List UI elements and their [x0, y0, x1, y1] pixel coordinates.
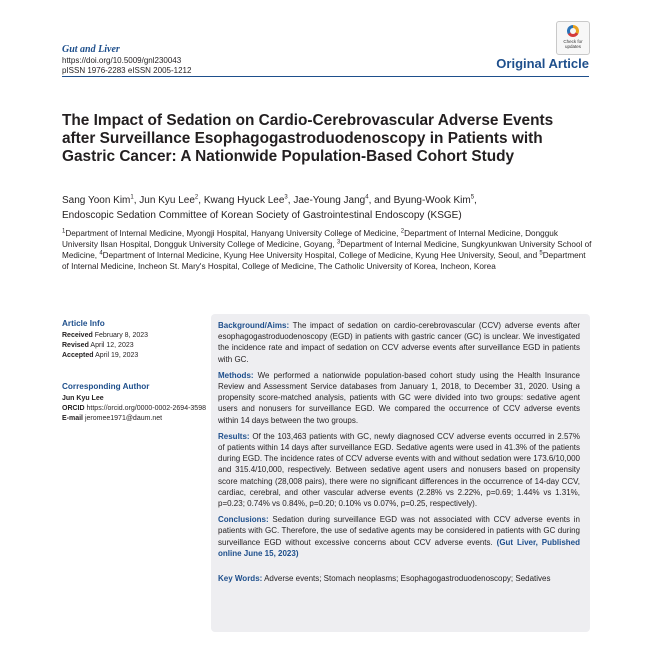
- email-row: [62, 414, 208, 424]
- affiliation: Department of Internal Medicine, Myongji Hospital, Hanyang University College of Medicine,: [65, 229, 401, 238]
- affiliation: Department of Internal Medicine, Incheon St. Mary's Hospital, College of Medicine, The Catholic University of Korea, Incheon, Korea: [62, 251, 586, 271]
- issn: pISSN 1976-2283 eISSN 2005-1212: [62, 66, 192, 75]
- abstract-keywords: [218, 573, 580, 584]
- email-link[interactable]: jeromee1971@daum.net: [84, 415, 163, 422]
- abstract-box: [211, 314, 590, 632]
- orcid-row: [62, 404, 208, 414]
- methods-label: Methods:: [218, 370, 254, 380]
- received-label: Received: [62, 332, 93, 339]
- author: Jae-Young Jang: [293, 195, 366, 206]
- accepted-row: [62, 351, 208, 361]
- abstract-background: [218, 320, 580, 365]
- orcid-link[interactable]: https://orcid.org/0000-0002-2694-3598: [86, 405, 206, 412]
- author-sep: ,: [198, 195, 204, 206]
- background-text: The impact of sedation on cardio-cerebrovascular (CCV) adverse events after esophagogastroduodenoscopy (EGD) in patients with gastric cancer (GC) is unclear. We investigated the incidence rate and impact of sedation on CCV adverse events after surveillance EGD in patients with GC.: [218, 321, 581, 364]
- corresponding-heading: Corresponding Author: [62, 382, 150, 391]
- author-sup: 1: [130, 194, 134, 201]
- received-row: [62, 331, 208, 341]
- journal-header: [62, 44, 191, 76]
- author-sup: 3: [284, 194, 288, 201]
- author: Kwang Hyuck Lee: [203, 195, 285, 206]
- affiliations: [62, 228, 592, 272]
- keywords-text: Adverse events; Stomach neoplasms; Esophagogastroduodenoscopy; Sedatives: [264, 574, 551, 584]
- affiliation: Department of Internal Medicine, Sungkyunkwan University School of Medicine,: [62, 240, 592, 260]
- conclusions-text: Sedation during surveillance EGD was not associated with CCV adverse events in patients with GC. Therefore, the use of sedative agents may be considered in patients with GC during surveillance EGD without excessive concerns about CCV adverse events.: [218, 515, 580, 547]
- citation: (Gut Liver, Published online June 15, 2023): [218, 537, 580, 558]
- affil-sup: 3: [336, 239, 341, 246]
- check-for-updates-badge[interactable]: [556, 21, 590, 55]
- corresponding-name: Jun Kyu Lee: [62, 395, 104, 402]
- affiliation: Department of Internal Medicine, Dongguk University Ilsan Hospital, Dongguk University College of Medicine, Goyang,: [62, 229, 558, 249]
- abstract-results: [218, 431, 580, 509]
- keywords-label: Key Words:: [218, 574, 263, 584]
- author: Jun Kyu Lee: [139, 195, 195, 206]
- author-sep: , and: [368, 195, 394, 206]
- revised-row: [62, 341, 208, 351]
- crossmark-icon: [567, 25, 579, 37]
- results-label: Results:: [218, 431, 250, 441]
- badge-label: Check for updates: [563, 39, 583, 49]
- journal-name: Gut and Liver: [62, 44, 120, 55]
- affil-sup: 5: [539, 250, 543, 257]
- results-text: Of the 103,463 patients with GC, newly diagnosed CCV adverse events occurred in 2.57% of patients within 14 days after surveillance EGD. Sedative agents were used in 41.3% of the patients during EGD. The incidence rates of CCV adverse events with and without sedation were 173.6/10,000 and 315.4/10,000, respectively. Between sedative agent users and nonusers based on propensity score matching (28,008 pairs), there were no significant differences in the occurrence of 14-day CCV, cardiac, cerebral, and other vascular adverse events (2.28% vs 2.22%, p=0.69; 1.44% vs 1.31%, p=0.23; 0.74% vs 0.84%, p=0.20; 0.10% vs 0.07%, p=0.25, respectively).: [218, 431, 580, 509]
- orcid-label: ORCID: [62, 405, 85, 412]
- revised-label: Revised: [62, 342, 89, 349]
- header-divider: [62, 76, 589, 77]
- author-block: [62, 193, 582, 223]
- author-list: [62, 193, 582, 208]
- email-label: E-mail: [62, 415, 84, 422]
- affil-sup: 1: [62, 228, 66, 235]
- abstract-methods: [218, 370, 580, 426]
- article-info-heading: Article Info: [62, 319, 105, 328]
- paper-title: The Impact of Sedation on Cardio-Cerebrovascular Adverse Events after Surveillance Esophagogastroduodenoscopy in Patients with Gastric Cancer: A Nationwide Population-Based Cohort Study: [62, 112, 554, 165]
- author-sup: 5: [470, 194, 475, 201]
- received-date: February 8, 2023: [94, 332, 149, 339]
- conclusions-label: Conclusions:: [218, 515, 269, 525]
- methods-text: We performed a nationwide population-based cohort study using the Health Insurance Review and Assessment Service databases from January 1, 2018, to December 31, 2020. Using a propensity score-matched analysis, patients with GC were divided into two groups: sedative agent users and nonusers for surveillance EGD. We compared the occurrence of CCV adverse events within 14 days between the two groups.: [218, 370, 580, 425]
- doi-link[interactable]: https://doi.org/10.5009/gnl230043: [62, 56, 182, 65]
- abstract-conclusions: [218, 514, 580, 559]
- revised-date: April 12, 2023: [90, 342, 134, 349]
- article-type: Original Article: [496, 56, 589, 71]
- author-sup: 4: [365, 194, 369, 201]
- affil-sup: 4: [99, 250, 103, 257]
- background-label: Background/Aims:: [218, 321, 290, 330]
- affiliation: Department of Internal Medicine, Kyung Hee University Hospital, College of Medicine, Kyung Hee University, Seoul, and: [102, 251, 540, 260]
- author: Byung-Wook Kim: [393, 195, 471, 206]
- affil-sup: 2: [400, 228, 405, 235]
- author-sep: ,: [474, 195, 477, 206]
- sidebar-info: [62, 318, 208, 424]
- accepted-date: April 19, 2023: [95, 352, 139, 359]
- committee: Endoscopic Sedation Committee of Korean Society of Gastrointestinal Endoscopy (KSGE): [62, 210, 462, 221]
- author-sep: ,: [133, 195, 140, 206]
- author-sep: ,: [287, 195, 294, 206]
- accepted-label: Accepted: [62, 352, 94, 359]
- author-sup: 2: [194, 194, 199, 201]
- author: Sang Yoon Kim: [62, 195, 131, 206]
